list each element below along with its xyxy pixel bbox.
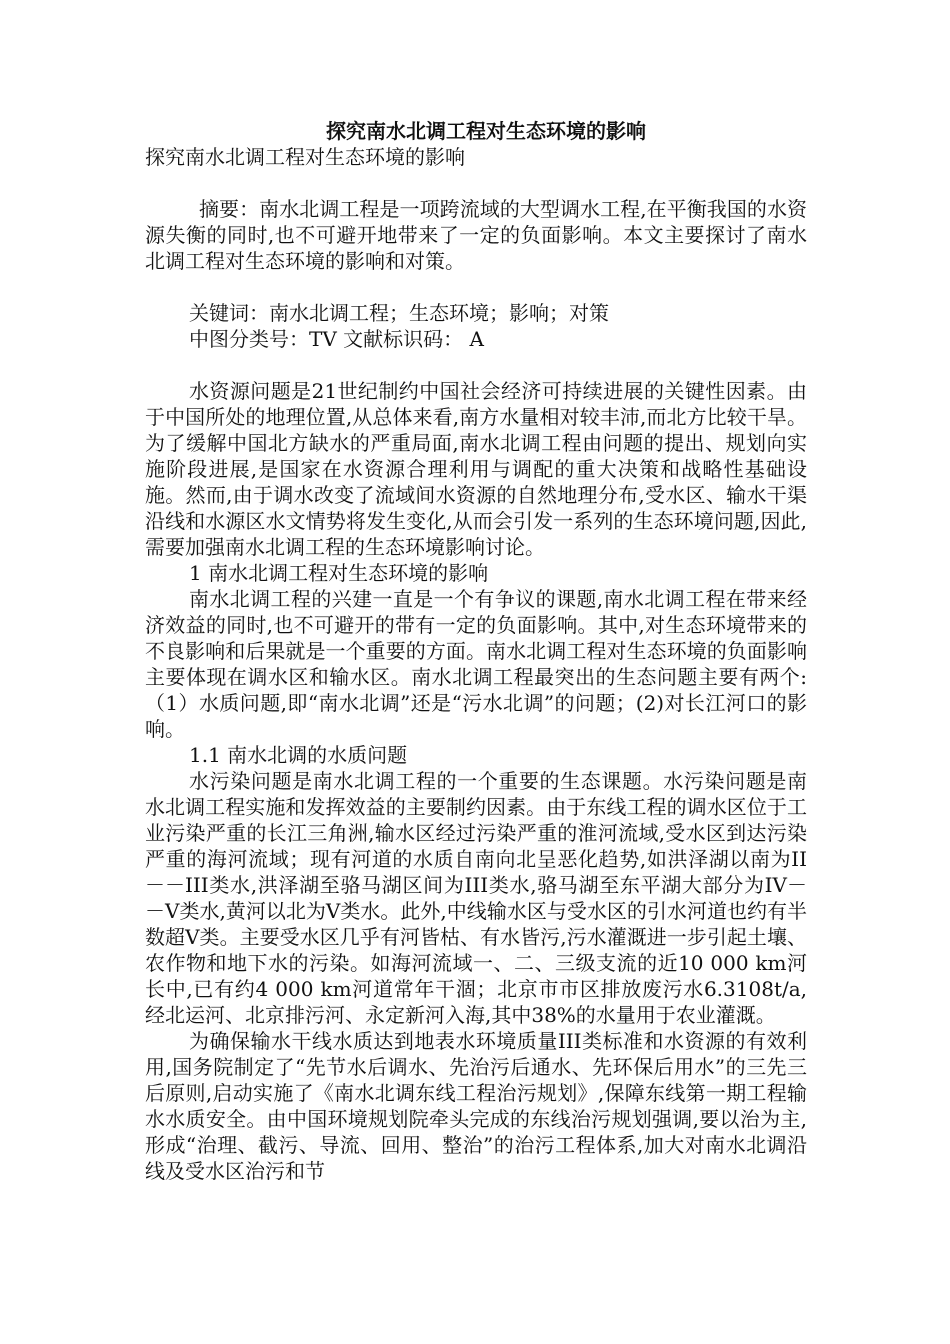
document-subtitle: 探究南水北调工程对生态环境的影响 [145, 145, 465, 169]
document-page [145, 118, 807, 1184]
keywords-line: 关键词：南水北调工程；生态环境；影响；对策 [189, 301, 609, 325]
section-heading-1-1: 1.1 南水北调的水质问题 [189, 743, 408, 767]
spacer [145, 274, 807, 300]
classification-line: 中图分类号：TV 文献标识码： A [189, 327, 484, 351]
section-heading-1: 1 南水北调工程对生态环境的影响 [189, 561, 489, 585]
document-title: 探究南水北调工程对生态环境的影响 [326, 119, 646, 143]
body-paragraph-pollution-control: 为确保输水干线水质达到地表水环境质量III类标准和水资源的有效利用,国务院制定了“先节水后调水、先治污后通水、先环保后用水”的三先三后原则,启动实施了《南水北调东线工程治污规划》,保障东线第一期工程输水水质安全。由中国环境规划院牵头完成的东线治污规划强调,要以治为主,形成“治理、截污、导流、回用、整治”的治污工程体系,加大对南水北调沿线及受水区治污和节 [145, 1029, 807, 1183]
body-paragraph-section-1: 南水北调工程的兴建一直是一个有争议的课题,南水北调工程在带来经济效益的同时,也不可避开的带有一定的负面影响。其中,对生态环境带来的不良影响和后果就是一个重要的方面。南水北调工程对生态环境的负面影响主要体现在调水区和输水区。南水北调工程最突出的生态问题主要有两个:（1）水质问题,即“南水北调”还是“污水北调”的问题；(2)对长江河口的影响。 [145, 587, 807, 741]
abstract-paragraph: 摘要：南水北调工程是一项跨流域的大型调水工程,在平衡我国的水资源失衡的同时,也不可避开地带来了一定的负面影响。本文主要探讨了南水北调工程对生态环境的影响和对策。 [145, 197, 807, 273]
body-paragraph-water-quality: 水污染问题是南水北调工程的一个重要的生态课题。水污染问题是南水北调工程实施和发挥效益的主要制约因素。由于东线工程的调水区位于工业污染严重的长江三角洲,输水区经过污染严重的淮河流域,受水区到达污染严重的海河流域；现有河道的水质自南向北呈恶化趋势,如洪泽湖以南为II－－III类水,洪泽湖至骆马湖区间为III类水,骆马湖至东平湖大部分为IV－－V类水,黄河以北为V类水。此外,中线输水区与受水区的引水河道也约有半数超V类。主要受水区几乎有河皆枯、有水皆污,污水灌溉进一步引起土壤、农作物和地下水的污染。如海河流域一、二、三级支流的近10 000 km河长中,已有约4 000 km河道常年干涸；北京市市区排放废污水6.3108t/a,经北运河、北京排污河、永定新河入海,其中38%的水量用于农业灌溉。 [145, 769, 807, 1027]
spacer [145, 352, 807, 378]
body-paragraph-intro: 水资源问题是21世纪制约中国社会经济可持续进展的关键性因素。由于中国所处的地理位置,从总体来看,南方水量相对较丰沛,而北方比较干旱。为了缓解中国北方缺水的严重局面,南水北调工程由问题的提出、规划向实施阶段进展,是国家在水资源合理利用与调配的重大决策和战略性基础设施。然而,由于调水改变了流域间水资源的自然地理分布,受水区、输水干渠沿线和水源区水文情势将发生变化,从而会引发一系列的生态环境问题,因此,需要加强南水北调工程的生态环境影响讨论。 [145, 379, 807, 559]
